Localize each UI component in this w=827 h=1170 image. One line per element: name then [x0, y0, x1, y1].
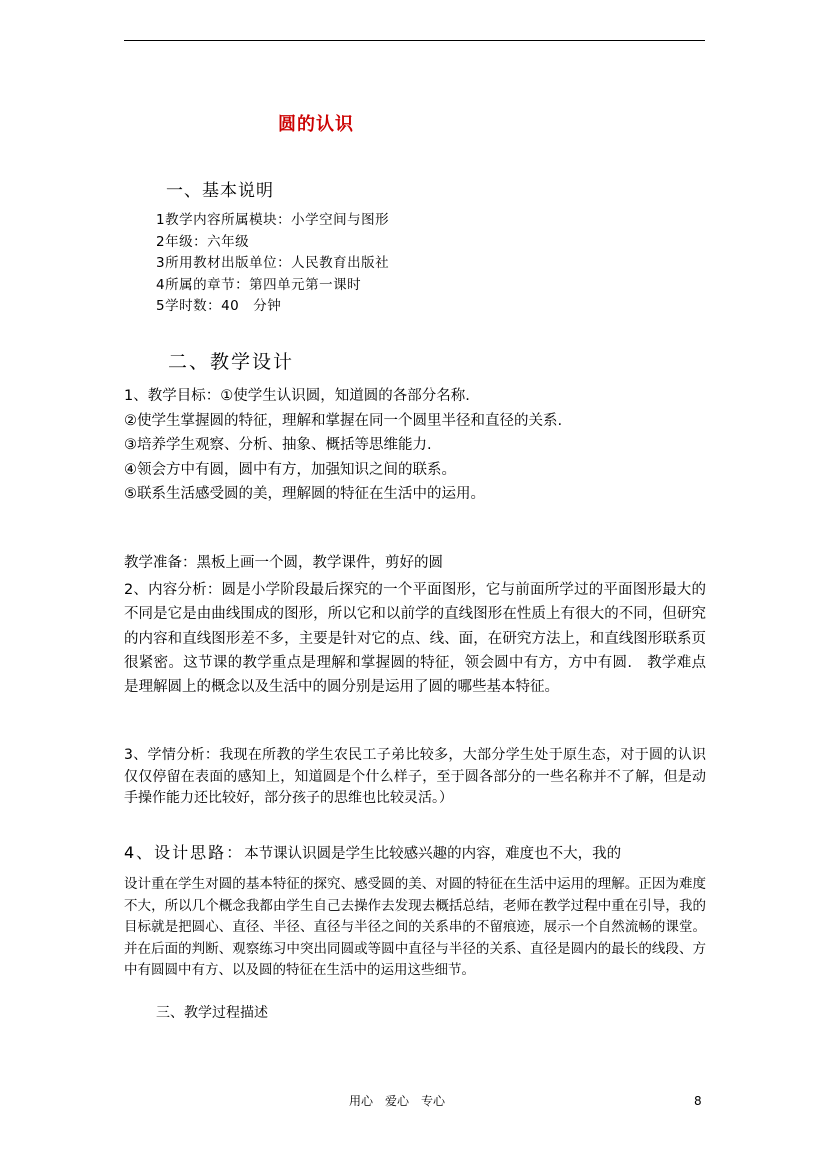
section2-heading: 二、教学设计: [168, 351, 295, 373]
goal-line: ②使学生掌握圆的特征，理解和掌握在同一个圆里半径和直径的关系.: [124, 412, 563, 429]
content-analysis-paragraph: 2、内容分析：圆是小学阶段最后探究的一个平面图形，它与前面所学过的平面图形最大的不同是它是由曲线围成的图形，所以它和以前学的直线图形在性质上有很大的不同，但研究的内容和直线图形差不多，主要是针对它的点、线、面，在研究方法上，和直线图形联系页很紧密。这节课的教学重点是理解和掌握圆的特征，领会圆中有方，方中有圆. 教学难点是理解圆上的概念以及生活中的圆分别是运用了圆的哪些基本特征。: [124, 582, 706, 696]
design-idea-paragraph: 设计重在学生对圆的基本特征的探究、感受圆的美、对圆的特征在生活中运用的理解。正因为难度不大，所以几个概念我都由学生自己去操作去发现去概括总结，老师在教学过程中重在引导，我的目标就是把圆心、直径、半径、直径与半径之间的关系串的不留痕迹，展示一个自然流畅的课堂。并在后面的判断、观察练习中突出同圆或等圆中直径与半径的关系、直径是圆内的最长的线段、方中有圆圆中有方、以及圆的特征在生活中的运用这些细节。: [124, 876, 706, 979]
design-idea-first-line: [124, 840, 706, 867]
teaching-goals: [124, 384, 706, 507]
basic-info-list: [156, 210, 389, 318]
goal-line: ⑤联系生活感受圆的美，理解圆的特征在生活中的运用。: [124, 486, 485, 502]
basic-info-item: 1教学内容所属模块：小学空间与图形: [156, 212, 390, 228]
student-analysis-paragraph: 3、学情分析：我现在所教的学生农民工子弟比较多，大部分学生处于原生态，对于圆的认识仅仅停留在表面的感知上，知道圆是个什么样子，至于圆各部分的一些名称并不了解，但是动手操作能力还比较好，部分孩子的思维也比较灵活。）: [124, 747, 706, 806]
teaching-preparation: 教学准备：黑板上画一个圆，教学课件，剪好的圆: [124, 555, 443, 571]
document-title: 圆的认识: [278, 114, 354, 135]
basic-info-item: 2年级：六年级: [156, 233, 250, 250]
design-idea-first-text: 本节课认识圆是学生比较感兴趣的内容，难度也不大，我的: [244, 846, 622, 862]
goal-line: ③培养学生观察、分析、抽象、概括等思维能力.: [124, 437, 432, 453]
basic-info-item: 4所属的章节：第四单元第一课时: [156, 276, 362, 293]
design-idea-label: 4、设计思路：: [124, 843, 245, 862]
basic-info-item: 3所用教材出版单位：人民教育出版社: [156, 255, 390, 271]
basic-info-item: 5学时数：40 分钟: [156, 298, 282, 314]
footer-text: 用心 爱心 专心: [349, 1094, 446, 1108]
header-rule: [124, 40, 705, 41]
section3-heading: 三、教学过程描述: [156, 1005, 268, 1021]
page-number: 8: [694, 1094, 702, 1108]
goal-line: ④领会方中有圆，圆中有方，加强知识之间的联系。: [124, 461, 456, 478]
goal-line: 1、教学目标：①使学生认识圆，知道圆的各部分名称.: [124, 388, 470, 404]
section1-heading: 一、基本说明: [166, 181, 274, 201]
